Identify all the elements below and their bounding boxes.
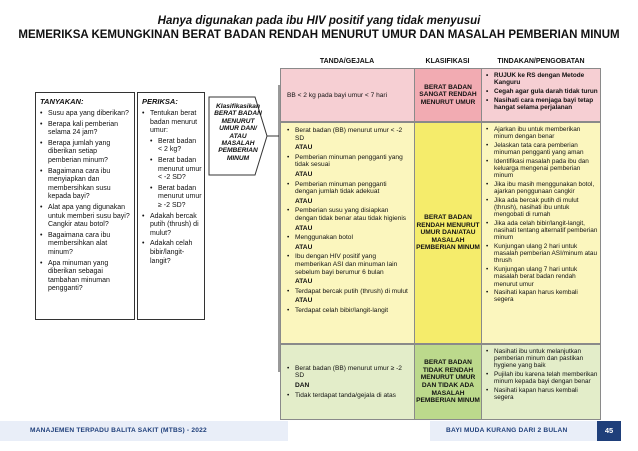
tindakan-item: • Nasihati ibu untuk melanjutkan pemberian minum dan pastikan hygiene yang baik (485, 348, 599, 370)
red-tanda-cell (281, 69, 415, 121)
tanda-operator: DAN (295, 382, 310, 389)
row-yellow (280, 122, 601, 344)
tanda-item: • Pemberian minuman pengganti yang tidak sesuai (287, 154, 410, 169)
periksa-item: • Adakah celah bibir/langit-langit? (142, 240, 202, 266)
tindakan-item: • Jelaskan tata cara pemberian minuman pengganti yang aman (485, 142, 599, 156)
periksa-item: • Adakah bercak putih (thrush) di mulut? (142, 213, 202, 239)
tanda-item: • Menggunakan botol (287, 234, 410, 242)
row-red (280, 68, 601, 122)
red-klasifikasi-cell (415, 69, 482, 121)
footer-right-text: BAYI MUDA KURANG DARI 2 BULAN (430, 421, 618, 441)
page-title: MEMERIKSA KEMUNGKINAN BERAT BADAN RENDAH MENURUT UMUR DAN MASALAH PEMBERIAN MINUM (18, 29, 620, 41)
periksa-subitem: • Berat badan menurut umur < -2 SD? (150, 157, 202, 183)
page-subtitle: Hanya digunakan pada ibu HIV positif yang tidak menyusui (157, 15, 481, 27)
yellow-tanda-cell (281, 123, 415, 343)
tanda-item: • Berat badan (BB) menurut umur ≥ -2 SD (287, 365, 410, 380)
green-tindakan-cell (482, 345, 602, 419)
tindakan-item: • Identifikasi masalah pada ibu dan keluarga mengenai pemberian minum (485, 158, 599, 180)
red-tanda-text: BB < 2 kg pada bayi umur < 7 hari (287, 91, 388, 99)
periksa-item (142, 110, 202, 211)
green-tanda-cell (281, 345, 415, 419)
periksa-subitem: • Berat badan menurut umur ≥ -2 SD? (150, 185, 202, 211)
tanyakan-item: • Susu apa yang diberikan? (40, 110, 131, 119)
tanyakan-box (35, 92, 135, 320)
tanda-operator: ATAU (295, 297, 313, 305)
tindakan-item: • Jika ada celah bibir/langit-langit, nasihati tentang alternatif pemberian minum (485, 220, 599, 242)
tindakan-item: • Pujilah ibu karena telah memberikan minum kepada bayi dengan benar (485, 371, 599, 385)
tanda-item: • Terdapat celah bibir/langit-langit (287, 307, 410, 315)
green-tindakan-list (482, 345, 602, 401)
tanyakan-list (36, 110, 134, 294)
green-tanda-list (281, 365, 414, 399)
tindakan-item: • Jika ibu masih menggunakan botol, ajarkan penggunaan cangkir (485, 181, 599, 195)
tanda-operator: ATAU (295, 243, 313, 251)
tanda-item: • Tidak terdapat tanda/gejala di atas (287, 392, 410, 400)
tanda-item: • Pemberian susu yang disiapkan dengan tidak benar atau tidak higienis (287, 207, 410, 222)
yellow-tanda-list (281, 123, 414, 314)
tanda-item: • Pemberian minuman pengganti dengan jumlah tidak adekuat (287, 181, 410, 196)
green-klasifikasi-cell (415, 345, 482, 419)
red-tindakan-list (482, 69, 602, 111)
tanda-item: • Terdapat bercak putih (thrush) di mulut (287, 288, 410, 296)
yellow-tindakan-list (482, 123, 602, 304)
periksa-list (138, 110, 204, 266)
tindakan-item: • Jika ada bercak putih di mulut (thrush), nasihati ibu untuk mengobati di rumah (485, 197, 599, 219)
tanda-operator: ATAU (295, 278, 313, 286)
column-header-tanda: TANDA/GEJALA (319, 58, 375, 65)
red-klasifikasi-label: BERAT BADAN SANGAT RENDAH MENURUT UMUR (419, 83, 477, 106)
yellow-klasifikasi-cell (415, 123, 482, 343)
tanyakan-item: • Alat apa yang digunakan untuk memberi susu bayi? Cangkir atau botol? (40, 204, 131, 230)
tindakan-item: • Cegah agar gula darah tidak turun (485, 88, 599, 95)
periksa-box (137, 92, 205, 320)
green-klasifikasi-label: BERAT BADAN TIDAK RENDAH MENURUT UMUR DAN TIDAK ADA MASALAH PEMBERIAN MINUM (416, 359, 480, 405)
yellow-tindakan-cell (482, 123, 602, 343)
tanda-item: • Berat badan (BB) menurut umur < -2 SD (287, 127, 410, 142)
tanda-operator: ATAU (295, 144, 313, 152)
periksa-item-text: Tentukan berat badan menurut umur: (150, 110, 198, 135)
klasifikasikan-arrow (208, 96, 268, 176)
periksa-sublist (150, 138, 202, 211)
row-green (280, 344, 601, 420)
tindakan-item: • Ajarkan ibu untuk memberikan minum dengan benar (485, 126, 599, 140)
tindakan-item: • Nasihati cara menjaga bayi tetap hangat selama perjalanan (485, 97, 599, 111)
klasifikasikan-label: Klasifikasikan BERAT BADAN MENURUT UMUR DAN/ ATAU MASALAH PEMBERIAN MINUM (214, 103, 262, 162)
tanda-operator: ATAU (295, 197, 313, 205)
column-header-klasifikasi: KLASIFIKASI (425, 58, 470, 65)
tanyakan-title: TANYAKAN: (40, 97, 84, 106)
column-header-tindakan: TINDAKAN/PENGOBATAN (497, 58, 585, 65)
tindakan-item: • Nasihati kapan harus kembali segera (485, 289, 599, 303)
yellow-klasifikasi-label: BERAT BADAN RENDAH MENURUT UMUR DAN/ATAU MASALAH PEMBERIAN MINUM (416, 214, 480, 252)
tanyakan-item: • Berapa jumlah yang diberikan setiap pemberian minum? (40, 140, 131, 166)
periksa-subitem: • Berat badan < 2 kg? (150, 138, 202, 155)
tanyakan-item: • Berapa kali pemberian selama 24 jam? (40, 121, 131, 138)
tanyakan-item: • Apa minuman yang diberikan sebagai tambahan minuman pengganti? (40, 260, 131, 294)
tanyakan-item: • Bagaimana cara ibu membersihkan alat minum? (40, 232, 131, 258)
tindakan-item: • Kunjungan ulang 7 hari untuk masalah berat badan rendah menurut umur (485, 266, 599, 288)
tanyakan-item: • Bagaimana cara ibu menyiapkan dan membersihkan susu kepada bayi? (40, 168, 131, 202)
tindakan-item: • RUJUK ke RS dengan Metode Kanguru (485, 72, 599, 86)
periksa-title: PERIKSA: (142, 97, 178, 106)
page-number: 45 (597, 421, 621, 441)
tanda-operator: ATAU (295, 170, 313, 178)
footer-left-text: MANAJEMEN TERPADU BALITA SAKIT (MTBS) - 2022 (0, 421, 288, 441)
tanda-operator: ATAU (295, 224, 313, 232)
red-tindakan-cell (482, 69, 602, 121)
tanda-item: • Ibu dengan HIV positif yang memberikan ASI dan minuman lain sebelum bayi berumur 6 bulan (287, 253, 410, 276)
tindakan-item: • Nasihati kapan harus kembali segera (485, 387, 599, 401)
tindakan-item: • Kunjungan ulang 2 hari untuk masalah pemberian ASI/minum atau thrush (485, 243, 599, 265)
